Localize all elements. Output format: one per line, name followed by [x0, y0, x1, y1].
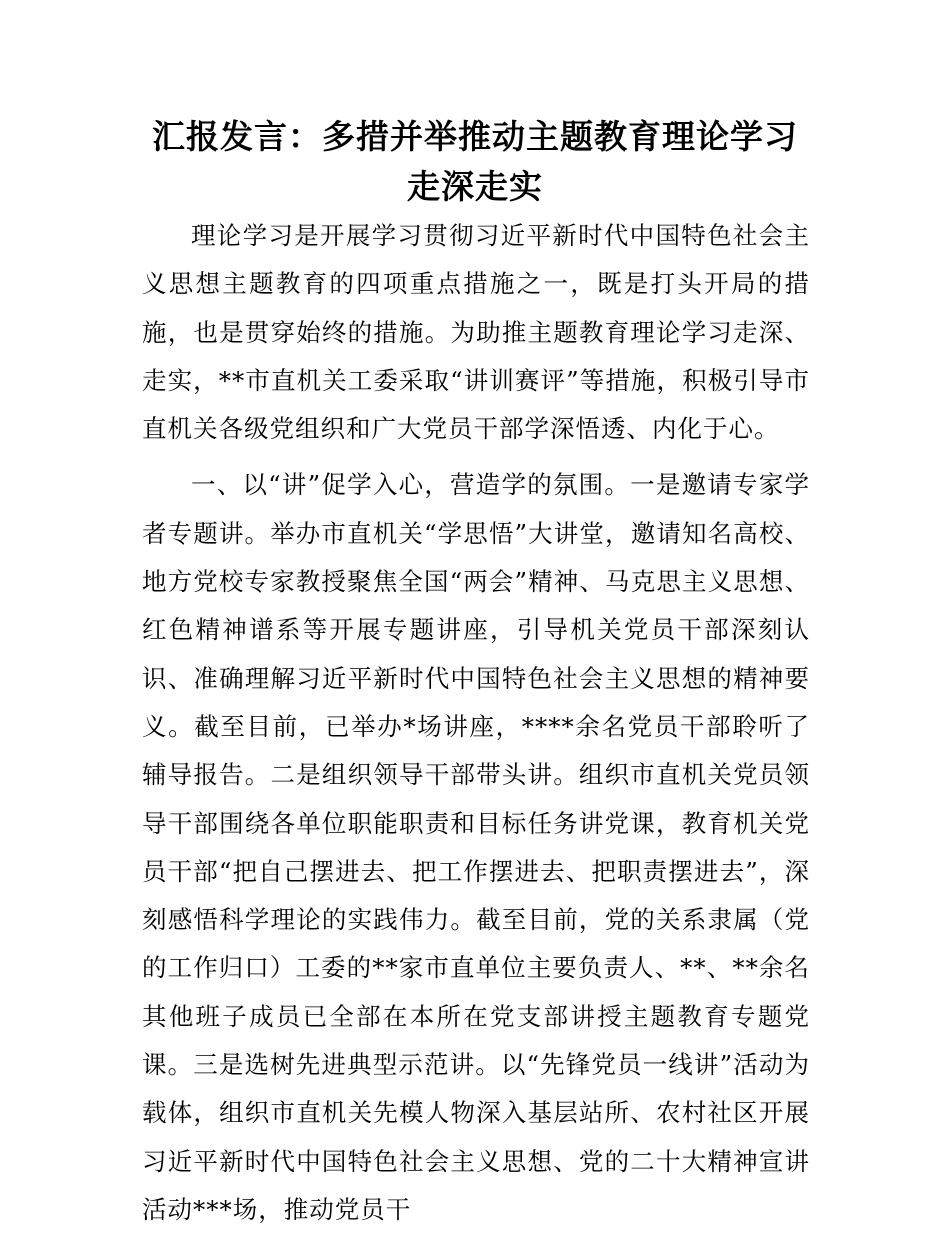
- document-title: 汇报发言：多措并举推动主题教育理论学习走深走实: [152, 117, 798, 206]
- paragraph-intro: 理论学习是开展学习贯彻习近平新时代中国特色社会主义思想主题教育的四项重点措施之一，既是打头开局的措施，也是贯穿始终的措施。为助推主题教育理论学习走深、走实，**市直机关工委采取“讲训赛评”等措施，积极引导市直机关各级党组织和广大党员干部学深悟透、内化于心。: [142, 221, 810, 444]
- document-body: [142, 212, 810, 1234]
- paragraph-section-one: 一、以“讲”促学入心，营造学的氛围。一是邀请专家学者专题讲。举办市直机关“学思悟”大讲堂，邀请知名高校、地方党校专家教授聚焦全国“两会”精神、马克思主义思想、红色精神谱系等开展专题讲座，引导机关党员干部深刻认识、准确理解习近平新时代中国特色社会主义思想的精神要义。截至目前，已举办*场讲座，****余名党员干部聆听了辅导报告。二是组织领导干部带头讲。组织市直机关党员领导干部围绕各单位职能职责和目标任务讲党课，教育机关党员干部“把自己摆进去、把工作摆进去、把职责摆进去”，深刻感悟科学理论的实践伟力。截至目前，党的关系隶属（党的工作归口）工委的**家市直单位主要负责人、**、**余名其他班子成员已全部在本所在党支部讲授主题教育专题党课。三是选树先进典型示范讲。以“先锋党员一线讲”活动为载体，组织市直机关先模人物深入基层站所、农村社区开展习近平新时代中国特色社会主义思想、党的二十大精神宣讲活动***场，推动党员干: [142, 470, 810, 1224]
